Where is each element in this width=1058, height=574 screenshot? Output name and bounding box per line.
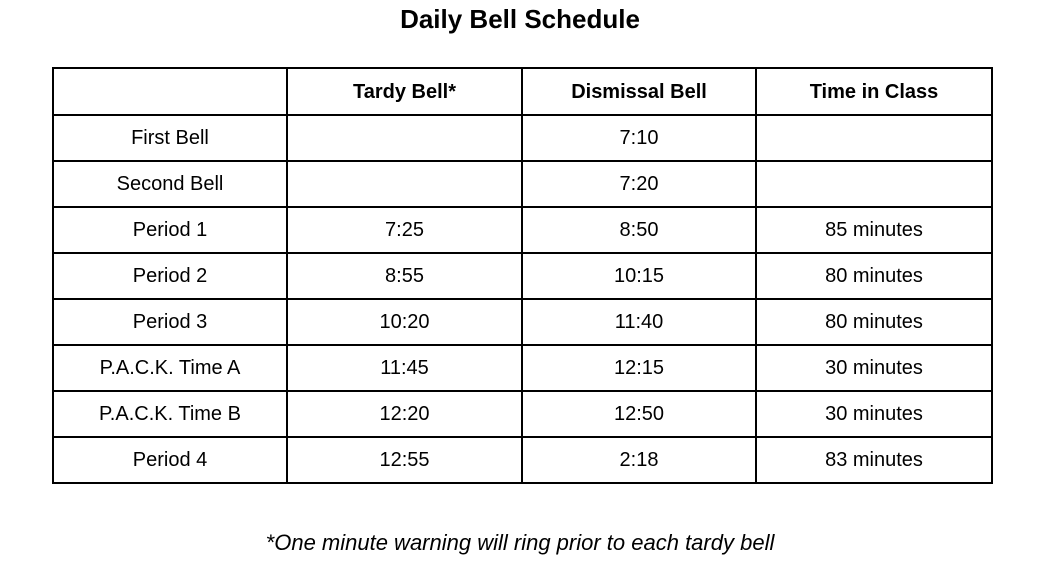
tardy-bell-cell bbox=[287, 115, 522, 161]
table-row bbox=[53, 299, 992, 345]
row-label-cell: Period 4 bbox=[53, 437, 287, 483]
table-row bbox=[53, 391, 992, 437]
dismissal-bell-cell: 10:15 bbox=[522, 253, 756, 299]
dismissal-bell-cell: 12:15 bbox=[522, 345, 756, 391]
row-label-cell: Period 3 bbox=[53, 299, 287, 345]
time-in-class-cell: 30 minutes bbox=[756, 391, 992, 437]
page-title: Daily Bell Schedule bbox=[400, 4, 640, 34]
tardy-bell-cell: 8:55 bbox=[287, 253, 522, 299]
tardy-warning-footnote: *One minute warning will ring prior to each tardy bell bbox=[265, 530, 775, 555]
header-tardy-bell: Tardy Bell* bbox=[287, 68, 522, 115]
table-row bbox=[53, 253, 992, 299]
table-header-row bbox=[53, 68, 992, 115]
time-in-class-cell: 80 minutes bbox=[756, 253, 992, 299]
table-row bbox=[53, 115, 992, 161]
row-label-cell: P.A.C.K. Time A bbox=[53, 345, 287, 391]
table-row bbox=[53, 345, 992, 391]
time-in-class-cell: 83 minutes bbox=[756, 437, 992, 483]
time-in-class-cell: 80 minutes bbox=[756, 299, 992, 345]
tardy-bell-cell: 7:25 bbox=[287, 207, 522, 253]
tardy-bell-cell: 12:55 bbox=[287, 437, 522, 483]
header-dismissal-bell: Dismissal Bell bbox=[522, 68, 756, 115]
dismissal-bell-cell: 7:10 bbox=[522, 115, 756, 161]
table-row bbox=[53, 161, 992, 207]
row-label-cell: First Bell bbox=[53, 115, 287, 161]
dismissal-bell-cell: 2:18 bbox=[522, 437, 756, 483]
time-in-class-cell: 85 minutes bbox=[756, 207, 992, 253]
header-time-in-class: Time in Class bbox=[756, 68, 992, 115]
tardy-bell-cell: 12:20 bbox=[287, 391, 522, 437]
time-in-class-cell: 30 minutes bbox=[756, 345, 992, 391]
row-label-cell: Second Bell bbox=[53, 161, 287, 207]
time-in-class-cell bbox=[756, 161, 992, 207]
tardy-bell-cell bbox=[287, 161, 522, 207]
bell-schedule-table bbox=[52, 67, 993, 484]
dismissal-bell-cell: 12:50 bbox=[522, 391, 756, 437]
row-label-cell: Period 1 bbox=[53, 207, 287, 253]
time-in-class-cell bbox=[756, 115, 992, 161]
row-label-cell: P.A.C.K. Time B bbox=[53, 391, 287, 437]
tardy-bell-cell: 10:20 bbox=[287, 299, 522, 345]
row-label-cell: Period 2 bbox=[53, 253, 287, 299]
tardy-bell-cell: 11:45 bbox=[287, 345, 522, 391]
dismissal-bell-cell: 11:40 bbox=[522, 299, 756, 345]
table-row bbox=[53, 207, 992, 253]
header-corner-cell bbox=[53, 68, 287, 115]
table-row bbox=[53, 437, 992, 483]
dismissal-bell-cell: 7:20 bbox=[522, 161, 756, 207]
dismissal-bell-cell: 8:50 bbox=[522, 207, 756, 253]
